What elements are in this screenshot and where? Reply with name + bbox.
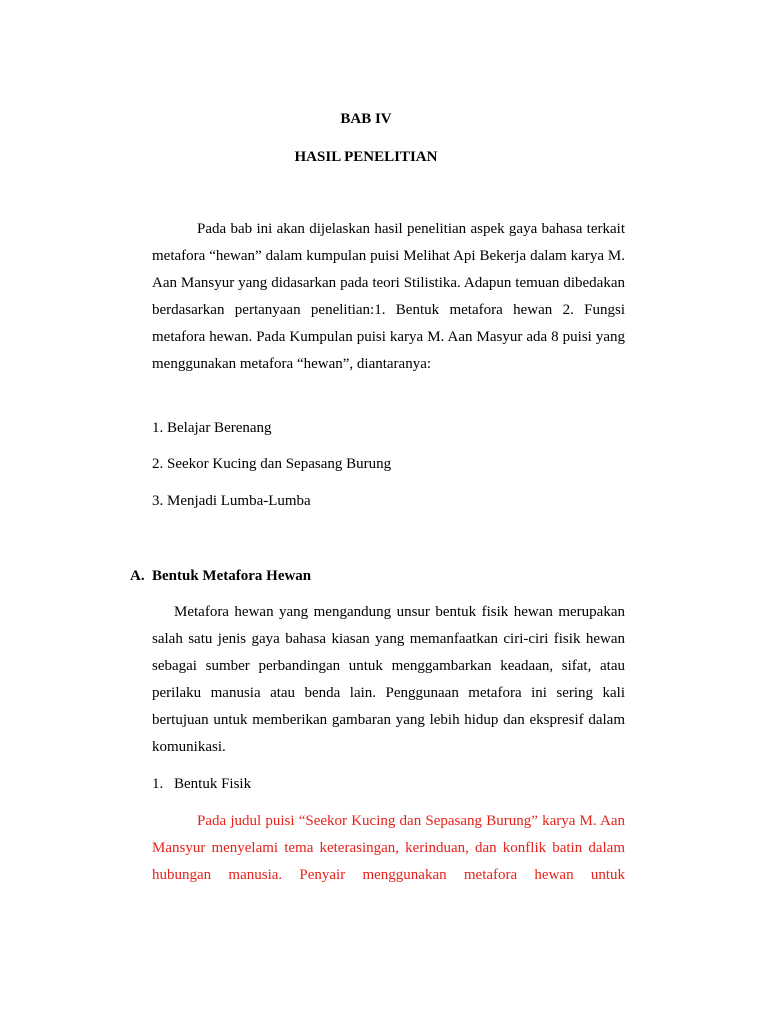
subsection-line: Mansyur menyelami tema keterasingan, kerinduan, dan konflik batin dalam bbox=[152, 840, 625, 856]
intro-paragraph bbox=[152, 216, 625, 378]
poem-list-item: 1. Belajar Berenang bbox=[152, 420, 272, 436]
section-a-line: salah satu jenis gaya bahasa kiasan yang memanfaatkan ciri-ciri fisik hewan bbox=[152, 631, 625, 647]
section-a-line: sebagai sumber perbandingan untuk menggambarkan keadaan, sifat, atau bbox=[152, 658, 625, 674]
poem-list-item: 2. Seekor Kucing dan Sepasang Burung bbox=[152, 456, 392, 472]
chapter-label: BAB IV bbox=[340, 111, 392, 127]
section-letter: A. bbox=[130, 568, 145, 584]
intro-line: menggunakan metafora “hewan”, diantaranya: bbox=[152, 356, 432, 372]
section-a-paragraph bbox=[152, 599, 625, 761]
section-a-line: Metafora hewan yang mengandung unsur bentuk fisik hewan merupakan bbox=[174, 604, 625, 620]
subsection-line: hubungan manusia. Penyair menggunakan metafora hewan untuk bbox=[152, 867, 625, 883]
section-a-line: komunikasi. bbox=[152, 739, 226, 755]
subsection-title: Bentuk Fisik bbox=[174, 776, 252, 792]
intro-line: Aan Mansyur yang didasarkan pada teori Stilistika. Adapun temuan dibedakan bbox=[152, 275, 625, 291]
subsection-paragraph bbox=[152, 808, 625, 889]
intro-line: metafora hewan. Pada Kumpulan puisi karya M. Aan Masyur ada 8 puisi yang bbox=[152, 329, 625, 345]
intro-line: Pada bab ini akan dijelaskan hasil penelitian aspek gaya bahasa terkait bbox=[197, 221, 625, 237]
chapter-title: HASIL PENELITIAN bbox=[294, 149, 438, 165]
intro-line: berdasarkan pertanyaan penelitian:1. Bentuk metafora hewan 2. Fungsi bbox=[152, 302, 625, 318]
section-title: Bentuk Metafora Hewan bbox=[152, 568, 312, 584]
poem-list-item: 3. Menjadi Lumba-Lumba bbox=[152, 493, 311, 509]
subsection-number: 1. bbox=[152, 776, 164, 792]
section-a-line: perilaku manusia atau benda lain. Penggunaan metafora ini sering kali bbox=[152, 685, 625, 701]
intro-line: metafora “hewan” dalam kumpulan puisi Melihat Api Bekerja dalam karya M. bbox=[152, 248, 625, 264]
subsection-line: Pada judul puisi “Seekor Kucing dan Sepasang Burung” karya M. Aan bbox=[197, 813, 625, 829]
section-a-line: bertujuan untuk memberikan gambaran yang lebih hidup dan ekspresif dalam bbox=[152, 712, 625, 728]
